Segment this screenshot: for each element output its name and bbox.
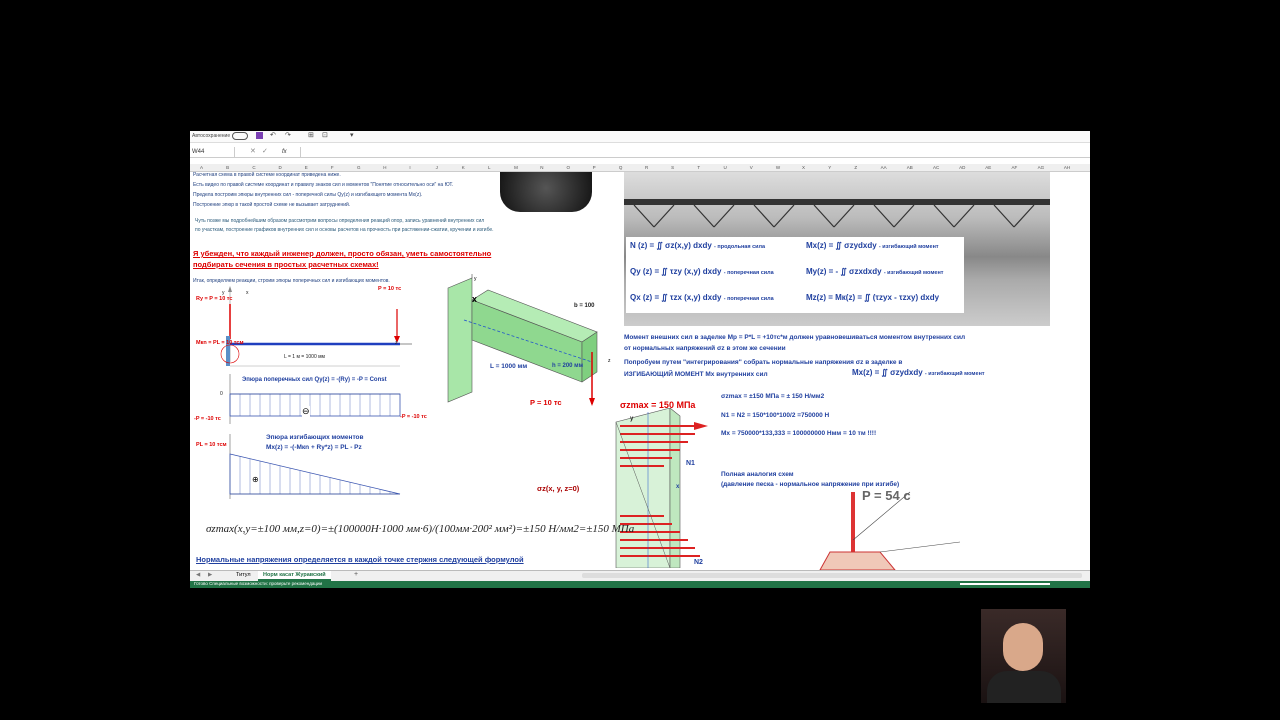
column-header[interactable]: AB bbox=[906, 165, 913, 170]
sand-block bbox=[820, 552, 895, 570]
column-header[interactable]: F bbox=[330, 165, 334, 170]
formula-note: - изгибающий момент bbox=[878, 244, 939, 250]
formula-qy: Qy (z) = ∬ τzy (x,y) dxdy bbox=[630, 267, 722, 276]
load-label-3d: P = 10 тс bbox=[530, 398, 562, 407]
n1-n2: N1 = N2 = 150*100*100/2 =750000 Н bbox=[721, 412, 830, 419]
column-header[interactable]: I bbox=[409, 165, 411, 170]
internal-forces-card bbox=[626, 237, 964, 313]
formula-note: - поперечная сила bbox=[723, 296, 774, 302]
n1-arrowhead bbox=[694, 422, 708, 430]
text-line: Чуть позже мы подробнейшим образом рассмотрим вопросы определения реакций опор, запись уравнений внутренних сил bbox=[195, 218, 485, 224]
status-bar bbox=[190, 581, 1090, 588]
toolbar-icon[interactable]: ⊡ bbox=[322, 132, 328, 139]
text-line: ИЗГИБАЮЩИЙ МОМЕНТ Mx внутренних сил bbox=[624, 371, 768, 378]
length-label-3d: L = 1000 мм bbox=[490, 363, 528, 370]
text-line: по участкам, построение графиков внутренних сил и основы расчетов на прочность при растяжении-сжатии, кручении и изгибе. bbox=[195, 227, 494, 233]
text-line: Построение эпюр в такой простой схеме не вызывает затруднений. bbox=[193, 202, 351, 208]
y-label-stress: y bbox=[630, 416, 634, 422]
text-line: Итак, определяем реакции, строим эпюры поперечных сил и изгибающих моментов. bbox=[193, 278, 390, 284]
tab-next-icon[interactable]: ▶ bbox=[208, 572, 213, 578]
headline: подбирать сечения в простых расчетных схемах! bbox=[193, 260, 379, 269]
beam-diagram bbox=[190, 284, 450, 509]
reaction-label: Ry = P = 10 тс bbox=[196, 296, 233, 302]
wall-3d bbox=[448, 278, 472, 402]
text-line: Попробуем путем "интегрирования" собрать нормальные напряжения σz в заделке в bbox=[624, 359, 903, 366]
save-icon[interactable] bbox=[256, 132, 263, 139]
column-header[interactable]: AE bbox=[985, 165, 992, 170]
y-label: y bbox=[222, 290, 225, 296]
formula-note: - изгибающий момент bbox=[883, 270, 944, 276]
formula-bar bbox=[190, 147, 1090, 158]
machine-photo bbox=[500, 172, 592, 212]
analogy-title: Полная аналогия схем bbox=[721, 471, 794, 478]
pl-label: PL = 10 тсм bbox=[196, 442, 227, 448]
mx-title: Эпюра изгибающих моментов bbox=[266, 434, 364, 441]
formula-qx: Qx (z) = ∬ τzx (x,y) dxdy bbox=[630, 293, 722, 302]
column-header[interactable]: V bbox=[749, 165, 753, 170]
z-label: z bbox=[395, 340, 398, 346]
mx-calc: Mx = 750000*133,333 = 100000000 Нмм = 10 тм !!!! bbox=[721, 430, 877, 437]
qy-zero: 0 bbox=[220, 391, 223, 397]
x-label-stress: x bbox=[676, 484, 680, 490]
formula-note: - поперечная сила bbox=[723, 270, 774, 276]
cancel-icon[interactable]: ✕ bbox=[250, 148, 256, 155]
column-header[interactable]: M bbox=[514, 165, 518, 170]
qy-right-value: -P = -10 тс bbox=[400, 414, 427, 420]
column-header[interactable]: AH bbox=[1063, 165, 1071, 170]
column-header[interactable]: O bbox=[566, 165, 570, 170]
stress-equation: σzmax(x,y=±100 мм,z=0)=±(100000H·1000 мм·6)/(100мм·200² мм²)=±150 Н/мм2=±150 МПа bbox=[206, 523, 635, 535]
sigma-xyz-label: σz(x, y, z=0) bbox=[537, 484, 580, 493]
column-header[interactable]: Y bbox=[828, 165, 832, 170]
moment-label: Мкn = PL = 10 тсм bbox=[196, 340, 244, 346]
presenter-body bbox=[987, 671, 1061, 703]
formula-my: My(z) = - ∬ σzxdxdy bbox=[806, 267, 882, 276]
column-header[interactable]: K bbox=[461, 165, 465, 170]
text-line: от нормальных напряжений σz в этом же сечении bbox=[624, 345, 786, 352]
column-header[interactable]: AF bbox=[1011, 165, 1018, 170]
tab-title[interactable]: Титул bbox=[236, 572, 251, 578]
text-line: Расчетная схема в правой системе координат приведена ниже. bbox=[193, 172, 341, 178]
width-label: b = 100 bbox=[574, 303, 595, 309]
formula-note: - продольная сила bbox=[714, 244, 766, 250]
column-header[interactable]: AG bbox=[1037, 165, 1045, 170]
length-label: L = 1 м = 1000 мм bbox=[284, 354, 325, 360]
headline: Я убежден, что каждый инженер должен, просто обязан, уметь самостоятельно bbox=[193, 249, 492, 258]
formula-note: - изгибающий момент bbox=[924, 371, 985, 377]
excel-window bbox=[190, 131, 1090, 588]
column-header[interactable]: Z bbox=[854, 165, 858, 170]
y-axis-arrow bbox=[228, 286, 232, 292]
column-header[interactable]: E bbox=[304, 165, 308, 170]
column-header[interactable]: B bbox=[226, 165, 230, 170]
add-sheet-button[interactable]: + bbox=[354, 571, 359, 578]
column-header[interactable]: L bbox=[487, 165, 491, 170]
autosave-label: Автосохранение bbox=[192, 133, 231, 139]
qy-left-value: -P = -10 тс bbox=[194, 416, 221, 422]
column-header[interactable]: X bbox=[802, 165, 806, 170]
mx-formula-right bbox=[852, 368, 985, 377]
y-label-3d: y bbox=[474, 276, 477, 282]
column-header[interactable]: AC bbox=[932, 165, 940, 170]
column-header[interactable]: P bbox=[592, 165, 596, 170]
n1-label: N1 bbox=[686, 460, 695, 467]
column-headers bbox=[190, 164, 1090, 172]
mx-formula-right-text: Mx(z) = ∬ σzydxdy bbox=[852, 368, 923, 377]
column-header[interactable]: U bbox=[723, 165, 727, 170]
qy-diagram bbox=[230, 394, 400, 416]
more-icon[interactable]: ▾ bbox=[350, 132, 354, 139]
status-text: Готово Специальные возможности: проверьте рекомендации bbox=[194, 581, 322, 586]
column-header[interactable]: R bbox=[645, 165, 649, 170]
column-header[interactable]: A bbox=[200, 165, 204, 170]
qy-title: Эпюра поперечных сил Qy(z) = -(Ry) = -P = Const bbox=[242, 377, 387, 383]
column-header[interactable]: Q bbox=[618, 165, 623, 170]
tab-prev-icon[interactable]: ◀ bbox=[196, 572, 201, 578]
sigma-label: σzmax = 150 МПа bbox=[620, 400, 696, 410]
formula-mx: Mx(z) = ∬ σzydxdy bbox=[806, 241, 877, 250]
text-line: Есть видео по правой системе координат и правилу знаков сил и моментов "Понятие относительно оси" на ЮТ. bbox=[193, 182, 454, 188]
tab-active[interactable]: Норм касат Журавский bbox=[258, 571, 331, 581]
horizontal-scrollbar[interactable] bbox=[582, 573, 1082, 578]
beam-3d bbox=[442, 274, 612, 409]
fx-label[interactable]: fx bbox=[282, 149, 287, 155]
column-header[interactable]: G bbox=[357, 165, 361, 170]
column-header[interactable]: AD bbox=[959, 165, 966, 170]
load-arrowhead-3d bbox=[589, 398, 595, 406]
zoom-slider[interactable] bbox=[960, 583, 1050, 585]
stress-diagram bbox=[610, 408, 720, 568]
check-icon[interactable]: ✓ bbox=[262, 148, 268, 155]
quick-access-toolbar bbox=[190, 131, 1090, 143]
bridge-truss bbox=[624, 177, 1050, 237]
column-header[interactable]: D bbox=[278, 165, 282, 170]
formula-mz: Mz(z) = Mк(z) = ∬ (τzyx - τzxy) dxdy bbox=[806, 293, 940, 302]
x-label: x bbox=[246, 290, 249, 296]
presenter-face bbox=[1003, 623, 1043, 671]
height-label: h = 200 мм bbox=[552, 363, 584, 369]
sigma-max: σzmax = ±150 МПа = ± 150 Н/мм2 bbox=[721, 393, 825, 400]
column-header[interactable]: T bbox=[697, 165, 701, 170]
analogy-note: (давление песка - нормальное напряжение при изгибе) bbox=[721, 481, 900, 488]
formula-input[interactable] bbox=[300, 147, 1090, 157]
load-label: P = 10 тс bbox=[378, 286, 402, 292]
autosave-toggle[interactable] bbox=[232, 132, 248, 140]
formula-n: N (z) = ∬ σz(x,y) dxdy bbox=[630, 241, 712, 250]
webcam-overlay bbox=[981, 609, 1066, 703]
worksheet[interactable] bbox=[190, 172, 1090, 570]
qy-hatch bbox=[240, 394, 390, 416]
redo-icon[interactable]: ↷ bbox=[285, 132, 291, 139]
column-header[interactable]: N bbox=[540, 165, 544, 170]
bottom-note: Нормальные напряжения определяется в каждой точке стержня следующей формулой bbox=[196, 555, 524, 564]
column-header[interactable]: AA bbox=[880, 165, 887, 170]
column-header[interactable]: H bbox=[383, 165, 387, 170]
sand-p-label: P = 54 с bbox=[862, 488, 911, 503]
text-line: Момент внешних сил в заделке Mp = P*L = +10тс*м должен уравновешиваться моментом внутренних сил bbox=[624, 334, 966, 341]
column-header[interactable]: S bbox=[671, 165, 675, 170]
mx-formula: Mx(z) = -(-Мкn + Ry*z) = PL - Pz bbox=[266, 444, 362, 451]
name-box[interactable]: W44 bbox=[190, 147, 235, 157]
n2-label: N2 bbox=[694, 559, 703, 566]
x-label-3d: x bbox=[472, 294, 478, 304]
undo-icon[interactable]: ↶ bbox=[270, 132, 276, 139]
plus-sign: ⊕ bbox=[252, 475, 259, 484]
column-header[interactable]: W bbox=[775, 165, 781, 170]
column-header[interactable]: J bbox=[435, 165, 438, 170]
text-line: Предела построим эпюры внутренних сил - поперечной силы Qy(z) и изгибающего момента Mx(z). bbox=[193, 192, 423, 198]
mx-diagram bbox=[230, 454, 400, 494]
sand-line bbox=[880, 542, 960, 552]
section-face bbox=[616, 408, 670, 568]
minus-sign: ⊖ bbox=[302, 406, 310, 416]
sheet-tabs bbox=[190, 570, 1090, 581]
column-header[interactable]: C bbox=[252, 165, 256, 170]
z-label-3d: z bbox=[608, 358, 611, 364]
toolbar-icon[interactable]: ⊞ bbox=[308, 132, 314, 139]
